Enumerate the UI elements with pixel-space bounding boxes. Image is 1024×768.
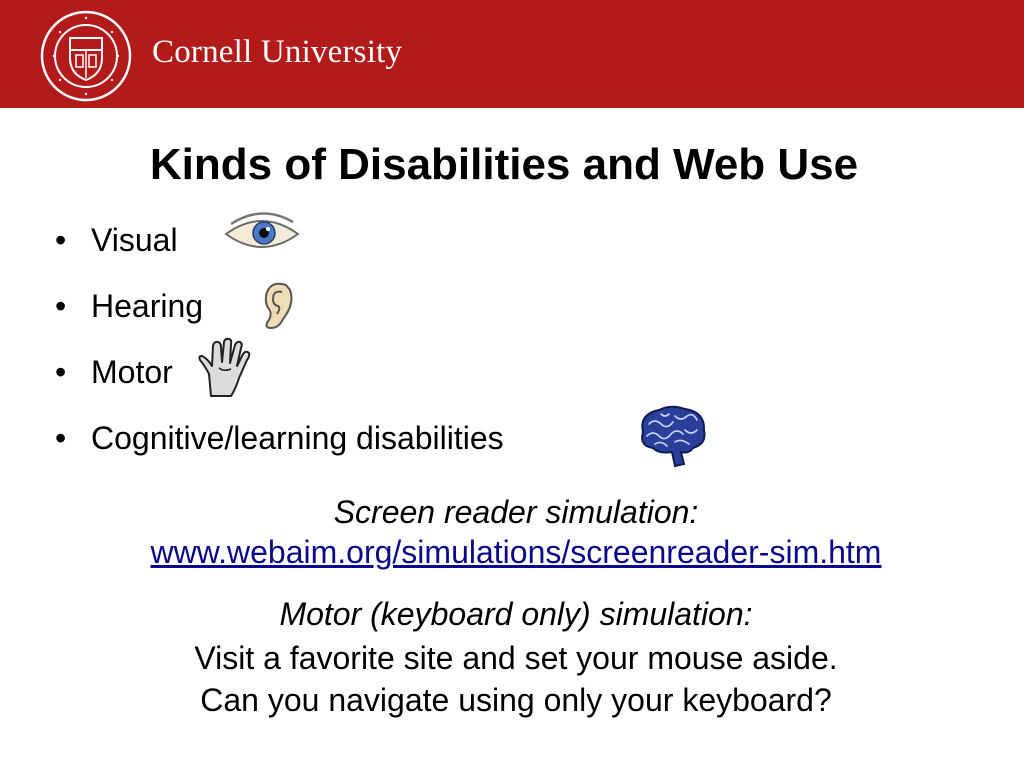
motor-sim-line-1: Visit a favorite site and set your mouse aside. bbox=[194, 640, 838, 676]
bullet-dot: • bbox=[55, 420, 67, 456]
brain-icon bbox=[635, 402, 709, 468]
bullet-list bbox=[55, 214, 504, 478]
bullet-label: Visual bbox=[91, 222, 178, 258]
slide-title: Kinds of Disabilities and Web Use bbox=[149, 140, 859, 189]
bullet-label: Cognitive/learning disabilities bbox=[91, 420, 504, 456]
bullet-cognitive bbox=[55, 412, 504, 478]
bullet-dot: • bbox=[55, 288, 67, 324]
screen-reader-link[interactable]: www.webaim.org/simulations/screenreader-sim.htm bbox=[150, 534, 882, 570]
bullet-label: Motor bbox=[91, 354, 173, 390]
header-banner bbox=[0, 0, 1024, 108]
motor-sim-heading: Motor (keyboard only) simulation: bbox=[279, 596, 753, 632]
screen-reader-link-row bbox=[0, 534, 1024, 571]
screen-reader-heading: Screen reader simulation: bbox=[333, 494, 699, 530]
motor-sim-line-2: Can you navigate using only your keyboard? bbox=[200, 682, 832, 718]
brand-name: Cornell University bbox=[152, 34, 403, 70]
bullet-visual bbox=[55, 214, 504, 280]
bullet-dot: • bbox=[55, 222, 67, 258]
bullet-hearing bbox=[55, 280, 504, 346]
eye-icon bbox=[223, 210, 301, 258]
bullet-motor bbox=[55, 346, 504, 412]
bullet-dot: • bbox=[55, 354, 67, 390]
bullet-label: Hearing bbox=[91, 288, 204, 324]
cornell-seal-icon bbox=[40, 10, 132, 102]
ear-icon bbox=[255, 278, 297, 332]
hand-icon bbox=[197, 336, 253, 398]
